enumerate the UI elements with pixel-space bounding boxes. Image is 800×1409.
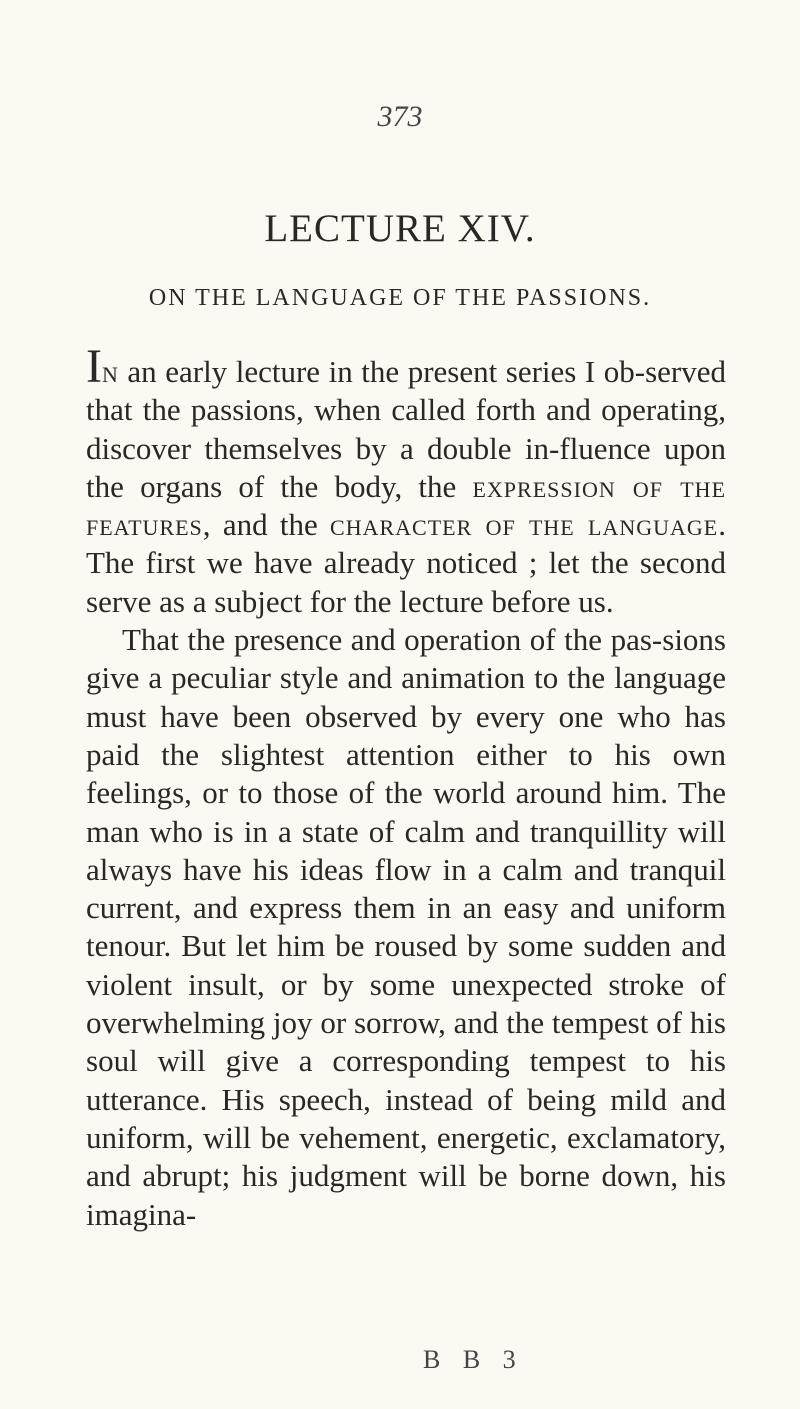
- paragraph-1-text-b: , and the: [202, 507, 331, 543]
- term-expression-of-features: expression of the features: [86, 468, 727, 543]
- paragraph-2: That the presence and operation of the pas-sions give a peculiar style and animation to the language must have been observed by every one who has paid the slightest attention either to his own feelings, or to those of the world around him. The man who is in a state of calm and tranquillity will always have his ideas flow in a calm and tranquil current, and express them in an easy and uniform tenour. But let him be roused by some sudden and violent insult, or by some unexpected stroke of overwhelming joy or sorrow, and the tempest of his soul will give a corresponding tempest to his utterance. His speech, instead of being mild and uniform, will be vehement, energetic, exclamatory, and abrupt; his judgment will be borne down, his imagina-: [86, 622, 726, 1232]
- lecture-title: LECTURE XIV.: [264, 207, 536, 250]
- signature-mark: B B 3: [423, 1345, 524, 1374]
- page-number: 373: [377, 100, 423, 133]
- paragraph-1-text-c: . The first we have already noticed ; let the second serve as a subject for the lecture before us.: [86, 507, 726, 619]
- body-text: [86, 340, 727, 1234]
- drop-initial: I: [86, 340, 102, 393]
- lecture-subtitle: ON THE LANGUAGE OF THE PASSIONS.: [148, 285, 652, 311]
- paragraph-1-text-a: an early lecture in the present series I ob-served that the passions, when called forth and operating, discover themselves by a double in-fluence upon the organs of the body, the: [86, 354, 726, 504]
- lead-small-caps: n: [101, 354, 119, 389]
- term-character-of-language: character of the language: [330, 507, 719, 543]
- paragraph-1: [86, 340, 727, 621]
